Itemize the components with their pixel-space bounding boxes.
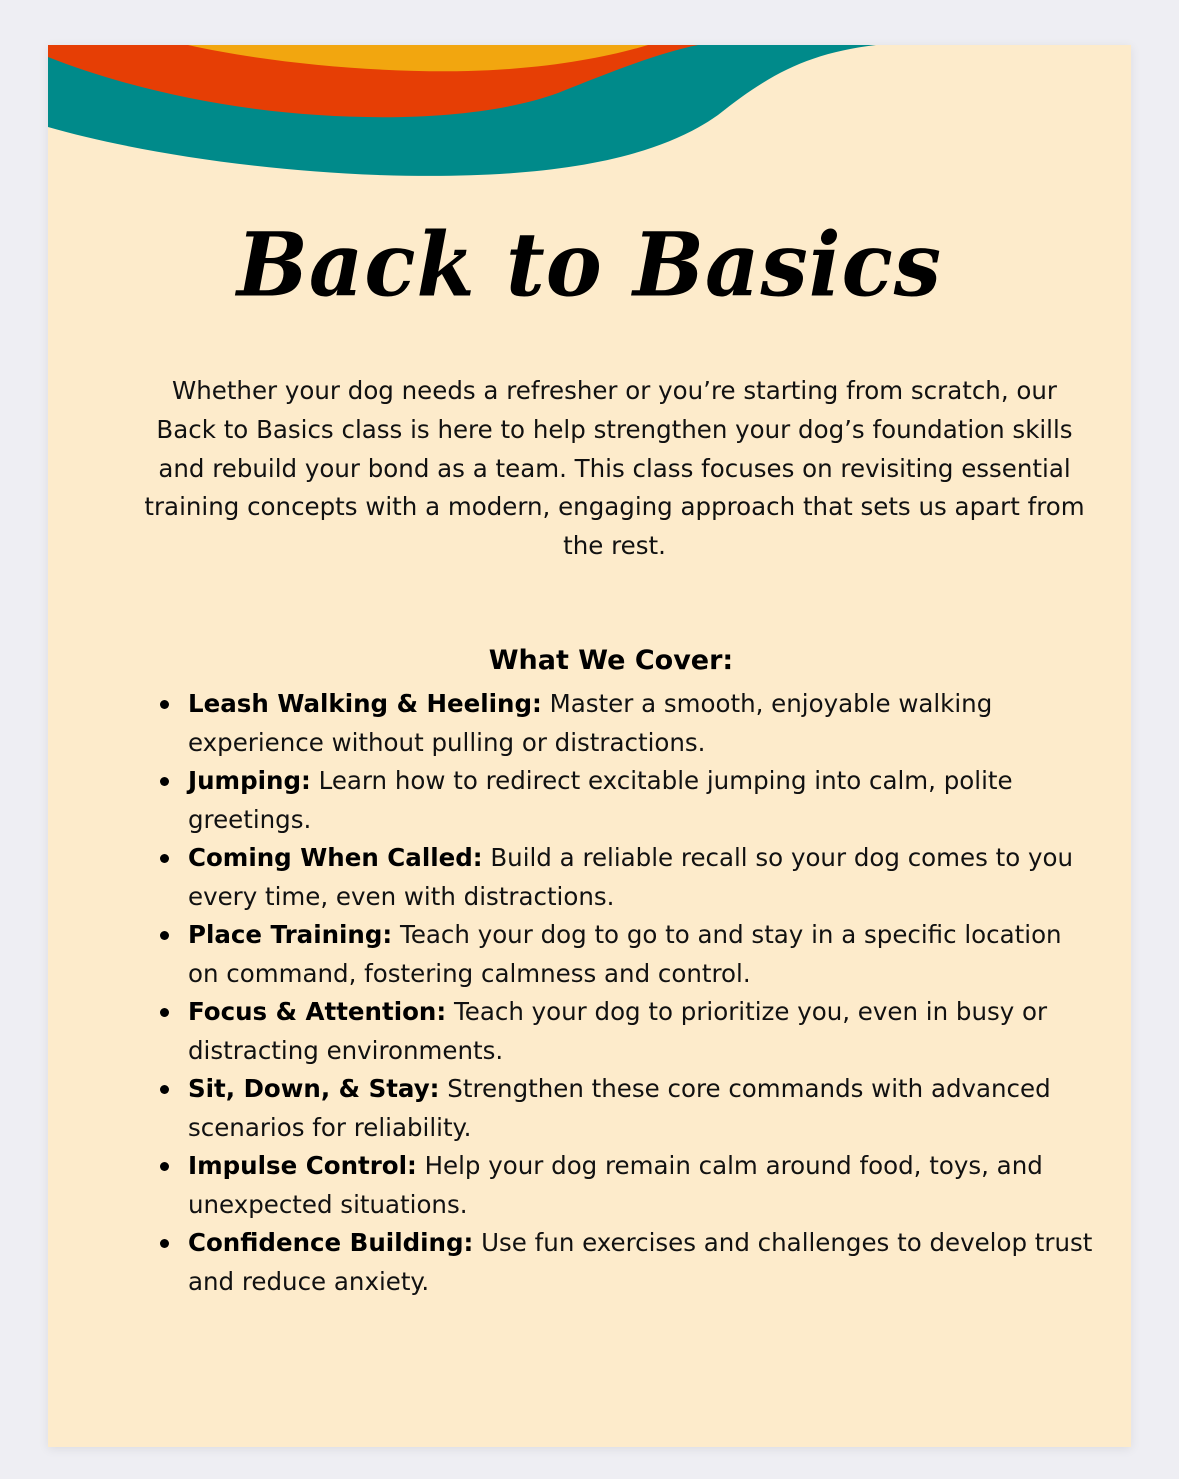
list-item-text: Build a reliable recall so your dog comes to you every time, even with distractions.	[188, 843, 1074, 911]
section-heading: What We Cover:	[488, 645, 734, 676]
bullet-icon	[160, 1162, 169, 1171]
list-item-heading: Confidence Building:	[188, 1228, 474, 1257]
list-item-text: Teach your dog to prioritize you, even in busy or distracting environments.	[188, 997, 1048, 1065]
page-title: Back to Basics	[236, 212, 943, 317]
list-item	[188, 993, 1093, 1070]
list-item-heading: Coming When Called:	[188, 843, 483, 872]
bullet-icon	[160, 777, 169, 786]
bullet-icon	[160, 854, 169, 863]
bullet-icon	[160, 1085, 169, 1094]
bullet-icon	[160, 1008, 169, 1017]
list-item	[188, 1224, 1093, 1301]
list-item	[188, 1147, 1093, 1224]
list-item	[188, 1070, 1093, 1147]
bullet-icon	[160, 700, 169, 709]
list-item	[188, 762, 1093, 839]
bullet-icon	[160, 931, 169, 940]
list-item-text: Learn how to redirect excitable jumping into calm, polite greetings.	[188, 766, 1013, 834]
list-item	[188, 685, 1093, 762]
flyer-page	[48, 45, 1131, 1447]
list-item	[188, 839, 1093, 916]
list-item-heading: Sit, Down, & Stay:	[188, 1074, 440, 1103]
list-item-heading: Leash Walking & Heeling:	[188, 689, 542, 718]
cover-list	[188, 685, 1093, 1301]
list-item-heading: Jumping:	[188, 766, 311, 795]
intro-paragraph: Whether your dog needs a refresher or you’re starting from scratch, our Back to Basics class is here to help strengthen your dog’s foundation skills and rebuild your bond as a team. This class focuses on revisiting essential training concepts with a modern, engaging approach that sets us apart from the rest.	[144, 376, 1085, 561]
bullet-icon	[160, 1239, 169, 1248]
list-item-text: Help your dog remain calm around food, toys, and unexpected situations.	[188, 1151, 1043, 1219]
decorative-waves	[48, 45, 1131, 205]
list-item-text: Master a smooth, enjoyable walking experience without pulling or distractions.	[188, 689, 993, 757]
list-item-text: Strengthen these core commands with advanced scenarios for reliability.	[188, 1074, 1051, 1142]
list-item-text: Use fun exercises and challenges to develop trust and reduce anxiety.	[188, 1228, 1093, 1296]
list-item-heading: Place Training:	[188, 920, 393, 949]
list-item-text: Teach your dog to go to and stay in a specific location on command, fostering calmness and control.	[188, 920, 1062, 988]
list-item	[188, 916, 1093, 993]
list-item-heading: Focus & Attention:	[188, 997, 447, 1026]
list-item-heading: Impulse Control:	[188, 1151, 417, 1180]
